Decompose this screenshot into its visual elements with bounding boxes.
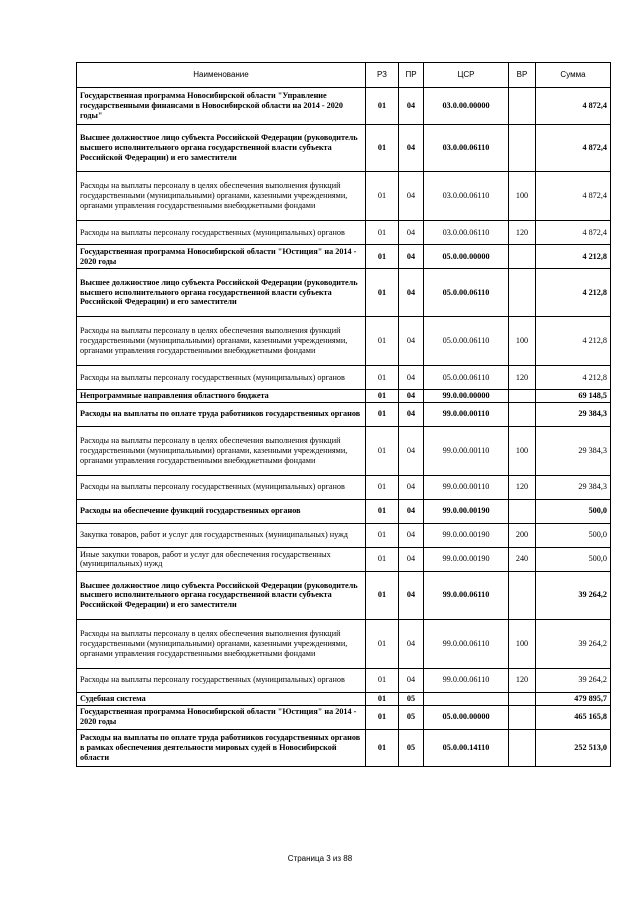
cell-sum: 4 212,8	[536, 366, 611, 390]
cell-rz: 01	[366, 317, 399, 366]
cell-pr: 05	[399, 692, 424, 705]
table-row	[77, 221, 611, 245]
cell-sum: 29 384,3	[536, 402, 611, 426]
cell-csr: 99.0.00.00110	[424, 426, 509, 475]
cell-pr: 04	[399, 668, 424, 692]
cell-csr: 99.0.00.00110	[424, 475, 509, 499]
header-pr: ПР	[399, 63, 424, 88]
cell-pr: 04	[399, 402, 424, 426]
table-row	[77, 692, 611, 705]
cell-vr: 100	[509, 426, 536, 475]
cell-pr: 04	[399, 172, 424, 221]
cell-name: Государственная программа Новосибирской области "Юстиция" на 2014 - 2020 годы	[77, 705, 366, 729]
cell-vr	[509, 88, 536, 125]
table-row	[77, 523, 611, 547]
header-sum: Сумма	[536, 63, 611, 88]
table-row	[77, 426, 611, 475]
cell-vr	[509, 571, 536, 619]
cell-vr: 120	[509, 366, 536, 390]
cell-name: Иные закупки товаров, работ и услуг для обеспечения государственных (муниципальных) нужд	[77, 547, 366, 571]
cell-name: Судебная система	[77, 692, 366, 705]
cell-vr	[509, 705, 536, 729]
cell-sum: 29 384,3	[536, 426, 611, 475]
header-rz: РЗ	[366, 63, 399, 88]
cell-vr	[509, 269, 536, 317]
page-number: Страница 3 из 88	[287, 854, 353, 863]
cell-csr: 03.0.00.06110	[424, 221, 509, 245]
cell-csr: 99.0.00.06110	[424, 668, 509, 692]
table-row	[77, 547, 611, 571]
cell-rz: 01	[366, 547, 399, 571]
cell-pr: 04	[399, 547, 424, 571]
cell-sum: 500,0	[536, 523, 611, 547]
table-body	[77, 88, 611, 767]
cell-sum: 252 513,0	[536, 729, 611, 766]
cell-rz: 01	[366, 499, 399, 523]
cell-csr: 99.0.00.00190	[424, 547, 509, 571]
cell-pr: 05	[399, 729, 424, 766]
cell-name: Расходы на выплаты персоналу государственных (муниципальных) органов	[77, 221, 366, 245]
cell-csr: 05.0.00.06110	[424, 366, 509, 390]
cell-rz: 01	[366, 523, 399, 547]
cell-name: Государственная программа Новосибирской области "Управление государственными финансами в Новосибирской области на 2014 - 2020 годы"	[77, 88, 366, 125]
cell-vr	[509, 499, 536, 523]
table-row	[77, 390, 611, 403]
table-row	[77, 88, 611, 125]
cell-sum: 500,0	[536, 499, 611, 523]
cell-vr: 100	[509, 619, 536, 668]
cell-sum: 39 264,2	[536, 668, 611, 692]
cell-pr: 04	[399, 317, 424, 366]
cell-csr: 03.0.00.06110	[424, 125, 509, 172]
table-row	[77, 402, 611, 426]
cell-vr	[509, 125, 536, 172]
cell-sum: 4 212,8	[536, 245, 611, 269]
cell-pr: 04	[399, 125, 424, 172]
cell-sum: 4 872,4	[536, 221, 611, 245]
table-row	[77, 705, 611, 729]
cell-name: Расходы на выплаты персоналу государственных (муниципальных) органов	[77, 668, 366, 692]
cell-sum: 4 212,8	[536, 269, 611, 317]
cell-sum: 500,0	[536, 547, 611, 571]
cell-vr: 100	[509, 317, 536, 366]
cell-rz: 01	[366, 125, 399, 172]
cell-vr: 100	[509, 172, 536, 221]
header-name: Наименование	[77, 63, 366, 88]
table-row	[77, 317, 611, 366]
cell-csr: 03.0.00.06110	[424, 172, 509, 221]
cell-csr: 05.0.00.14110	[424, 729, 509, 766]
cell-sum: 39 264,2	[536, 619, 611, 668]
header-vr: ВР	[509, 63, 536, 88]
cell-sum: 39 264,2	[536, 571, 611, 619]
cell-pr: 04	[399, 269, 424, 317]
cell-vr	[509, 692, 536, 705]
cell-vr: 200	[509, 523, 536, 547]
cell-pr: 04	[399, 571, 424, 619]
cell-rz: 01	[366, 221, 399, 245]
cell-csr: 05.0.00.06110	[424, 317, 509, 366]
cell-csr: 99.0.00.06110	[424, 619, 509, 668]
table-row	[77, 475, 611, 499]
cell-rz: 01	[366, 692, 399, 705]
cell-rz: 01	[366, 705, 399, 729]
cell-csr: 99.0.00.00190	[424, 523, 509, 547]
budget-table	[76, 62, 611, 767]
cell-name: Расходы на выплаты персоналу государственных (муниципальных) органов	[77, 366, 366, 390]
cell-csr	[424, 692, 509, 705]
table-row	[77, 172, 611, 221]
cell-rz: 01	[366, 571, 399, 619]
cell-rz: 01	[366, 475, 399, 499]
cell-vr: 120	[509, 668, 536, 692]
cell-vr: 240	[509, 547, 536, 571]
cell-rz: 01	[366, 402, 399, 426]
table-row	[77, 729, 611, 766]
cell-sum: 69 148,5	[536, 390, 611, 403]
cell-vr	[509, 729, 536, 766]
cell-rz: 01	[366, 245, 399, 269]
cell-pr: 04	[399, 221, 424, 245]
table-row	[77, 571, 611, 619]
cell-csr: 05.0.00.06110	[424, 269, 509, 317]
cell-vr: 120	[509, 475, 536, 499]
cell-rz: 01	[366, 426, 399, 475]
cell-sum: 465 165,8	[536, 705, 611, 729]
cell-sum: 4 872,4	[536, 88, 611, 125]
cell-sum: 4 212,8	[536, 317, 611, 366]
cell-name: Расходы на выплаты по оплате труда работников государственных органов	[77, 402, 366, 426]
cell-name: Непрограммные направления областного бюджета	[77, 390, 366, 403]
cell-sum: 29 384,3	[536, 475, 611, 499]
table-row	[77, 619, 611, 668]
cell-pr: 04	[399, 88, 424, 125]
cell-rz: 01	[366, 269, 399, 317]
cell-rz: 01	[366, 172, 399, 221]
cell-sum: 4 872,4	[536, 172, 611, 221]
cell-pr: 04	[399, 245, 424, 269]
cell-rz: 01	[366, 366, 399, 390]
cell-pr: 04	[399, 523, 424, 547]
cell-pr: 04	[399, 390, 424, 403]
cell-pr: 04	[399, 426, 424, 475]
cell-name: Расходы на выплаты персоналу государственных (муниципальных) органов	[77, 475, 366, 499]
cell-pr: 04	[399, 619, 424, 668]
table-row	[77, 668, 611, 692]
table-row	[77, 269, 611, 317]
cell-name: Высшее должностное лицо субъекта Российской Федерации (руководитель высшего исполнительного органа государственной власти субъекта Российской Федерации) и его заместители	[77, 125, 366, 172]
cell-pr: 05	[399, 705, 424, 729]
table-row	[77, 499, 611, 523]
cell-sum: 479 895,7	[536, 692, 611, 705]
cell-csr: 03.0.00.00000	[424, 88, 509, 125]
header-csr: ЦСР	[424, 63, 509, 88]
cell-rz: 01	[366, 668, 399, 692]
cell-name: Расходы на выплаты персоналу в целях обеспечения выполнения функций государственными (муниципальными) органами, казенными учреждениями, органами управления государственными внебюджетными фондами	[77, 426, 366, 475]
cell-sum: 4 872,4	[536, 125, 611, 172]
cell-pr: 04	[399, 366, 424, 390]
cell-rz: 01	[366, 390, 399, 403]
cell-name: Высшее должностное лицо субъекта Российской Федерации (руководитель высшего исполнительного органа государственной власти субъекта Российской Федерации) и его заместители	[77, 571, 366, 619]
cell-name: Расходы на обеспечение функций государственных органов	[77, 499, 366, 523]
cell-vr: 120	[509, 221, 536, 245]
cell-csr: 99.0.00.00190	[424, 499, 509, 523]
cell-csr: 99.0.00.00000	[424, 390, 509, 403]
cell-pr: 04	[399, 499, 424, 523]
cell-name: Высшее должностное лицо субъекта Российской Федерации (руководитель высшего исполнительного органа государственной власти субъекта Российской Федерации) и его заместители	[77, 269, 366, 317]
cell-name: Расходы на выплаты персоналу в целях обеспечения выполнения функций государственными (муниципальными) органами, казенными учреждениями, органами управления государственными внебюджетными фондами	[77, 619, 366, 668]
cell-rz: 01	[366, 729, 399, 766]
cell-name: Государственная программа Новосибирской области "Юстиция" на 2014 - 2020 годы	[77, 245, 366, 269]
table-header-row	[77, 63, 611, 88]
cell-vr	[509, 390, 536, 403]
cell-csr: 05.0.00.00000	[424, 705, 509, 729]
cell-vr	[509, 402, 536, 426]
cell-pr: 04	[399, 475, 424, 499]
table-row	[77, 366, 611, 390]
cell-csr: 99.0.00.00110	[424, 402, 509, 426]
cell-rz: 01	[366, 88, 399, 125]
cell-csr: 05.0.00.00000	[424, 245, 509, 269]
cell-name: Расходы на выплаты по оплате труда работников государственных органов в рамках обеспечения деятельности мировых судей в Новосибирской области	[77, 729, 366, 766]
table-row	[77, 125, 611, 172]
table-row	[77, 245, 611, 269]
cell-rz: 01	[366, 619, 399, 668]
cell-name: Расходы на выплаты персоналу в целях обеспечения выполнения функций государственными (муниципальными) органами, казенными учреждениями, органами управления государственными внебюджетными фондами	[77, 172, 366, 221]
cell-name: Закупка товаров, работ и услуг для государственных (муниципальных) нужд	[77, 523, 366, 547]
cell-csr: 99.0.00.06110	[424, 571, 509, 619]
cell-vr	[509, 245, 536, 269]
cell-name: Расходы на выплаты персоналу в целях обеспечения выполнения функций государственными (муниципальными) органами, казенными учреждениями, органами управления государственными внебюджетными фондами	[77, 317, 366, 366]
